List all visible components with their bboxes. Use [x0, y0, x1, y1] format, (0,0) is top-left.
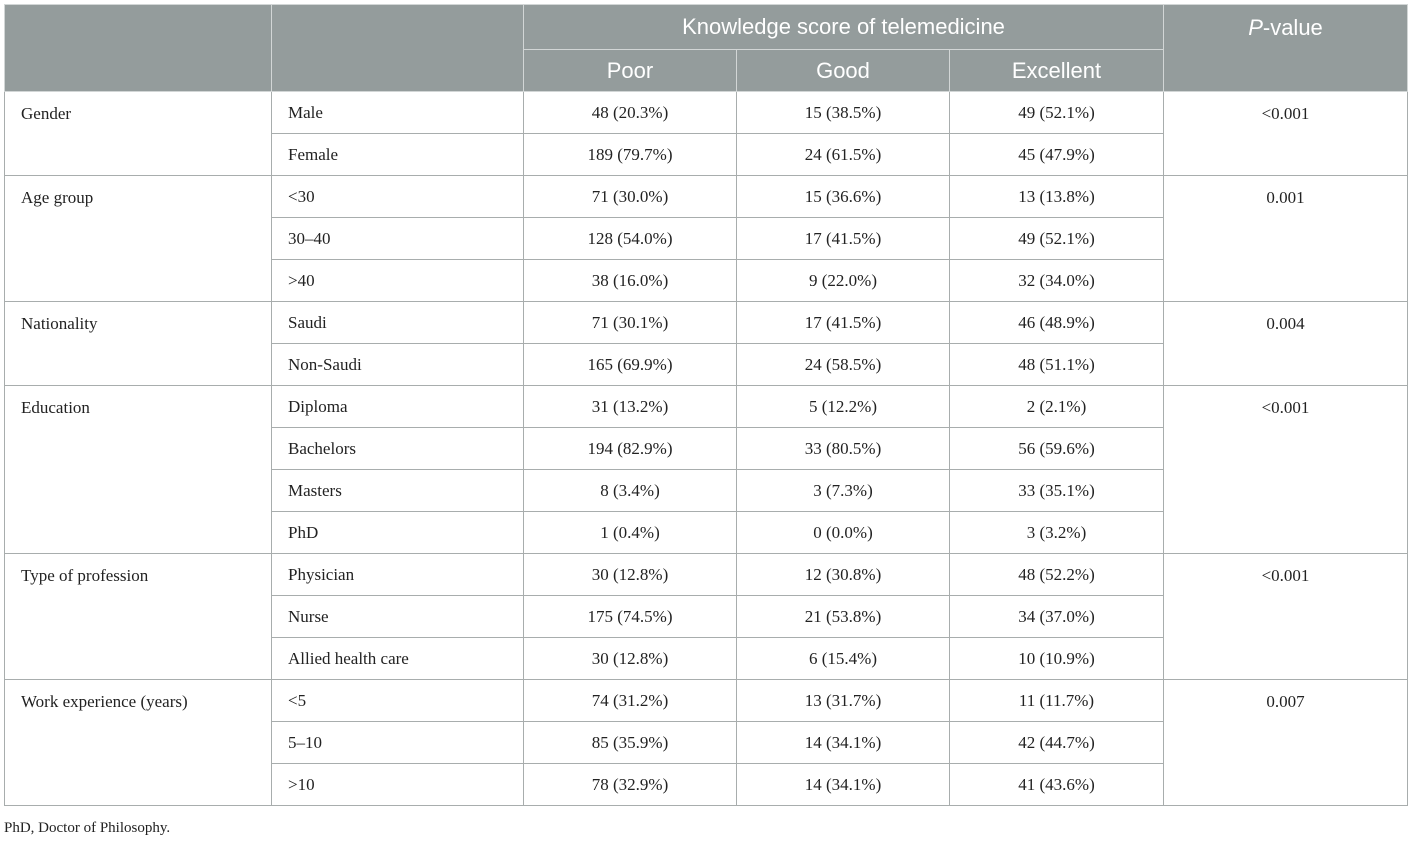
group-label: Gender — [5, 92, 272, 176]
category-label: Non-Saudi — [272, 344, 524, 386]
category-label: Saudi — [272, 302, 524, 344]
category-label: <30 — [272, 176, 524, 218]
p-value-cell: 0.007 — [1164, 680, 1408, 806]
column-header-excellent: Excellent — [950, 50, 1164, 92]
cell-poor: 165 (69.9%) — [524, 344, 737, 386]
category-label: Masters — [272, 470, 524, 512]
group-label: Education — [5, 386, 272, 554]
category-label: >10 — [272, 764, 524, 806]
category-label: Nurse — [272, 596, 524, 638]
cell-excellent: 2 (2.1%) — [950, 386, 1164, 428]
cell-good: 13 (31.7%) — [737, 680, 950, 722]
category-label: <5 — [272, 680, 524, 722]
category-label: Female — [272, 134, 524, 176]
cell-good: 12 (30.8%) — [737, 554, 950, 596]
p-value-cell: <0.001 — [1164, 554, 1408, 680]
cell-poor: 85 (35.9%) — [524, 722, 737, 764]
header-blank-cell — [5, 5, 272, 92]
cell-excellent: 56 (59.6%) — [950, 428, 1164, 470]
column-header-poor: Poor — [524, 50, 737, 92]
cell-poor: 8 (3.4%) — [524, 470, 737, 512]
cell-good: 15 (38.5%) — [737, 92, 950, 134]
group-label: Age group — [5, 176, 272, 302]
knowledge-score-table — [4, 4, 1408, 806]
category-label: Physician — [272, 554, 524, 596]
knowledge-score-header: Knowledge score of telemedicine — [524, 5, 1164, 50]
cell-good: 0 (0.0%) — [737, 512, 950, 554]
cell-excellent: 10 (10.9%) — [950, 638, 1164, 680]
cell-good: 14 (34.1%) — [737, 722, 950, 764]
table-footnote: PhD, Doctor of Philosophy. — [4, 820, 171, 836]
cell-poor: 48 (20.3%) — [524, 92, 737, 134]
category-label: 5–10 — [272, 722, 524, 764]
category-label: Allied health care — [272, 638, 524, 680]
cell-excellent: 46 (48.9%) — [950, 302, 1164, 344]
table-row — [5, 176, 1408, 218]
p-value-header-p: P — [1248, 15, 1263, 40]
cell-poor: 189 (79.7%) — [524, 134, 737, 176]
cell-excellent: 45 (47.9%) — [950, 134, 1164, 176]
table-row — [5, 302, 1408, 344]
cell-good: 14 (34.1%) — [737, 764, 950, 806]
cell-good: 9 (22.0%) — [737, 260, 950, 302]
group-label: Nationality — [5, 302, 272, 386]
cell-excellent: 3 (3.2%) — [950, 512, 1164, 554]
cell-good: 21 (53.8%) — [737, 596, 950, 638]
group-label: Type of profession — [5, 554, 272, 680]
p-value-cell: 0.001 — [1164, 176, 1408, 302]
category-label: Bachelors — [272, 428, 524, 470]
cell-good: 24 (61.5%) — [737, 134, 950, 176]
cell-excellent: 49 (52.1%) — [950, 218, 1164, 260]
cell-excellent: 34 (37.0%) — [950, 596, 1164, 638]
cell-poor: 38 (16.0%) — [524, 260, 737, 302]
table-row — [5, 554, 1408, 596]
table-header — [5, 5, 1408, 92]
category-label: PhD — [272, 512, 524, 554]
table-row — [5, 386, 1408, 428]
cell-good: 5 (12.2%) — [737, 386, 950, 428]
cell-poor: 175 (74.5%) — [524, 596, 737, 638]
table-row — [5, 680, 1408, 722]
p-value-cell: 0.004 — [1164, 302, 1408, 386]
category-label: Diploma — [272, 386, 524, 428]
cell-poor: 78 (32.9%) — [524, 764, 737, 806]
cell-good: 3 (7.3%) — [737, 470, 950, 512]
cell-excellent: 48 (52.2%) — [950, 554, 1164, 596]
cell-excellent: 32 (34.0%) — [950, 260, 1164, 302]
cell-good: 15 (36.6%) — [737, 176, 950, 218]
table-row — [5, 92, 1408, 134]
cell-poor: 30 (12.8%) — [524, 638, 737, 680]
cell-good: 17 (41.5%) — [737, 218, 950, 260]
p-value-header-suffix: -value — [1262, 15, 1323, 40]
cell-excellent: 48 (51.1%) — [950, 344, 1164, 386]
cell-poor: 128 (54.0%) — [524, 218, 737, 260]
cell-good: 24 (58.5%) — [737, 344, 950, 386]
cell-poor: 30 (12.8%) — [524, 554, 737, 596]
group-label: Work experience (years) — [5, 680, 272, 806]
p-value-cell: <0.001 — [1164, 386, 1408, 554]
cell-excellent: 33 (35.1%) — [950, 470, 1164, 512]
cell-excellent: 11 (11.7%) — [950, 680, 1164, 722]
cell-excellent: 42 (44.7%) — [950, 722, 1164, 764]
cell-poor: 194 (82.9%) — [524, 428, 737, 470]
cell-excellent: 41 (43.6%) — [950, 764, 1164, 806]
cell-poor: 1 (0.4%) — [524, 512, 737, 554]
column-header-good: Good — [737, 50, 950, 92]
p-value-cell: <0.001 — [1164, 92, 1408, 176]
cell-good: 33 (80.5%) — [737, 428, 950, 470]
cell-poor: 31 (13.2%) — [524, 386, 737, 428]
cell-good: 17 (41.5%) — [737, 302, 950, 344]
table-body — [5, 92, 1408, 806]
cell-good: 6 (15.4%) — [737, 638, 950, 680]
cell-poor: 71 (30.0%) — [524, 176, 737, 218]
cell-excellent: 13 (13.8%) — [950, 176, 1164, 218]
cell-poor: 74 (31.2%) — [524, 680, 737, 722]
p-value-header — [1164, 5, 1408, 92]
cell-excellent: 49 (52.1%) — [950, 92, 1164, 134]
cell-poor: 71 (30.1%) — [524, 302, 737, 344]
header-blank-cell — [272, 5, 524, 92]
category-label: Male — [272, 92, 524, 134]
category-label: >40 — [272, 260, 524, 302]
category-label: 30–40 — [272, 218, 524, 260]
